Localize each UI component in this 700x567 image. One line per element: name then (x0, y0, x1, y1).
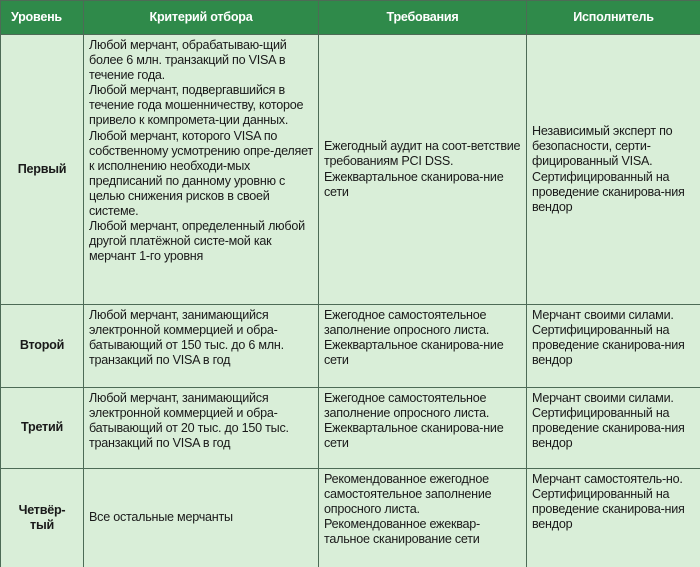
executor-text: Сертифицированный на проведение сканирова-ния вендор (532, 323, 685, 368)
executor-text: Мерчант своими силами. (532, 308, 674, 322)
executor-text: Сертифицированный на проведение сканирова-ния вендор (532, 487, 685, 532)
header-executor: Исполнитель (527, 1, 700, 35)
table-row (1, 35, 700, 305)
executor-cell (527, 305, 700, 388)
executor-cell (527, 469, 700, 567)
requirements-text: Ежеквартальное сканирова-ние сети (324, 169, 504, 199)
executor-cell (527, 35, 700, 305)
requirements-cell (319, 388, 527, 469)
level-cell (1, 305, 84, 388)
level-cell (1, 35, 84, 305)
executor-text: Независимый эксперт по безопасности, серти-фицированный VISA. (532, 124, 673, 169)
header-criterion: Критерий отбора (84, 1, 319, 35)
criterion-text: Любой мерчант, определенный любой другой платёжной систе-мой как мерчант 1-го уровня (89, 219, 305, 264)
requirements-cell (319, 305, 527, 388)
criterion-text: Любой мерчант, которого VISA по собственному усмотрению опре-деляет к исполнению необходи-мых предписаний по данному уровню с целью снижения рисков в своей системе. (89, 128, 313, 219)
executor-cell (527, 388, 700, 469)
requirements-cell (319, 469, 527, 567)
table-row (1, 305, 700, 388)
criterion-cell (84, 305, 319, 388)
criterion-text: Любой мерчант, обрабатываю-щий более 6 млн. транзакций по VISA в течение года. (89, 38, 287, 83)
criterion-cell (84, 35, 319, 305)
requirements-text: Ежеквартальное сканирова-ние сети (324, 421, 504, 451)
table-header (1, 1, 700, 35)
criterion-cell (84, 469, 319, 567)
level-label: Первый (17, 161, 67, 176)
executor-text: Сертифицированный на проведение сканирова-ния вендор (532, 406, 685, 451)
table-body (1, 35, 700, 567)
requirements-text: Ежегодное самостоятельное заполнение опросного листа. (324, 308, 490, 338)
level-cell (1, 469, 84, 567)
criterion-text: Все остальные мерчанты (89, 510, 233, 525)
level-label: Четвёр- тый (18, 502, 66, 532)
table-row (1, 388, 700, 469)
executor-text: Мерчант самостоятель-но. (532, 472, 683, 486)
header-level: Уровень (1, 1, 84, 35)
criterion-text: Любой мерчант, занимающийся электронной коммерцией и обра-батывающий от 150 тыс. до 6 млн. транзакций по VISA в год (89, 308, 284, 368)
criterion-text: Любой мерчант, подвергавшийся в течение года мошенничеству, которое привело к компромета-ции данных. (89, 83, 304, 128)
table-row (1, 469, 700, 567)
requirements-text: Ежегодное самостоятельное заполнение опросного листа. (324, 391, 490, 421)
criterion-text: Любой мерчант, занимающийся электронной коммерцией и обра-батывающий от 20 тыс. до 150 тыс. транзакций по VISA в год (89, 391, 289, 451)
requirements-text: Ежеквартальное сканирова-ние сети (324, 338, 504, 368)
level-label: Третий (21, 420, 63, 435)
level-cell (1, 388, 84, 469)
level-label: Второй (19, 338, 65, 353)
executor-text: Сертифицированный на проведение сканирова-ния вендор (532, 169, 685, 214)
requirements-cell (319, 35, 527, 305)
header-row (1, 1, 700, 35)
requirements-text: Рекомендованное ежеквар-тальное сканирование сети (324, 517, 480, 547)
executor-text: Мерчант своими силами. (532, 391, 674, 405)
requirements-text: Рекомендованное ежегодное самостоятельное заполнение опросного листа. (324, 472, 492, 517)
requirements-text: Ежегодный аудит на соот-ветствие требованиям PCI DSS. (324, 139, 521, 169)
header-requirements: Требования (319, 1, 527, 35)
criterion-cell (84, 388, 319, 469)
